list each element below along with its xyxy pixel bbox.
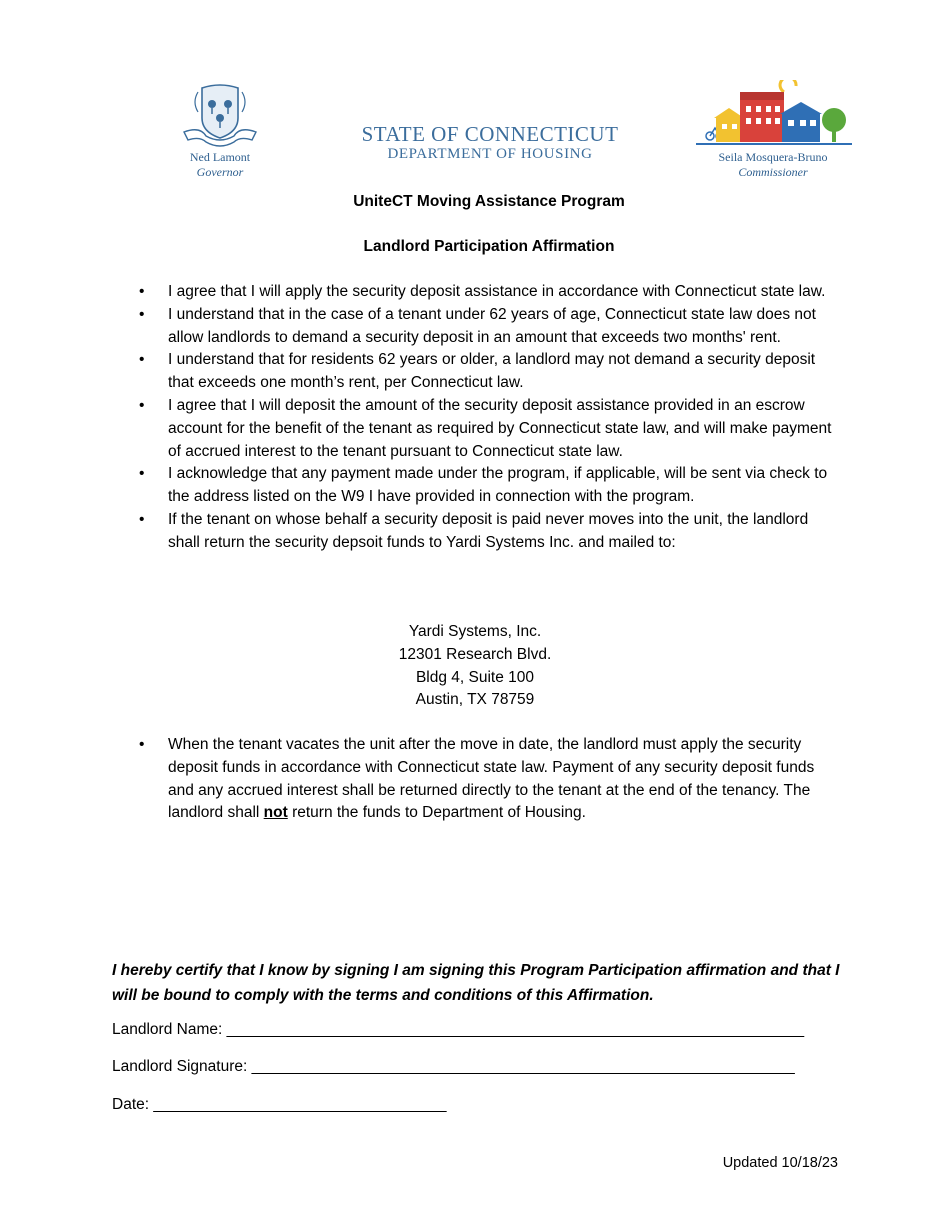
address-line: Austin, TX 78759 [415,691,535,709]
affirmation-item-final [135,734,835,825]
address-line: Yardi Systems, Inc. [408,623,542,640]
landlord-name-field[interactable] [112,1021,804,1039]
commissioner-block [693,150,853,180]
date-field[interactable] [112,1096,446,1114]
final-text-after: return the funds to Department of Housing. [287,804,586,822]
landlord-signature-line[interactable]: _______________________________________________________________ [251,1058,795,1075]
state-seal-icon [180,82,260,150]
program-title: UniteCT Moving Assistance Program [353,193,625,210]
affirmation-item: • I agree that I will apply the security deposit assistance in accordance with Connecticut state law. [135,281,835,304]
department-title: DEPARTMENT OF HOUSING [387,146,593,162]
date-line[interactable]: __________________________________ [153,1096,447,1113]
commissioner-name: Seila Mosquera-Bruno [718,150,828,164]
address-line: Bldg 4, Suite 100 [415,668,535,686]
affirmation-list-final [135,734,835,825]
affirmation-item: • I understand that in the case of a tenant under 62 years of age, Connecticut state law does not allow landlords to demand a security deposit in an amount that exceeds two months' rent. [135,304,835,350]
final-text-before: When the tenant vacates the unit after the move in date, the landlord must apply the security deposit funds in accordance with Connecticut state law. Payment of any security deposit funds and any accrued interest shall be returned directly to the tenant at the end of the tenancy. The landlord shall [168,736,815,822]
governor-name: Ned Lamont [189,150,251,164]
affirmation-item: • I understand that for residents 62 years or older, a landlord may not demand a security deposit that exceeds one month’s rent, per Connecticut law. [135,349,835,395]
mailing-address [300,621,650,712]
landlord-name-line[interactable]: ___________________________________________________________________ [226,1021,805,1038]
affirmation-item: • I acknowledge that any payment made under the program, if applicable, will be sent via check to the address listed on the W9 I have provided in connection with the program. [135,463,835,509]
state-title: STATE OF CONNECTICUT [361,122,619,146]
updated-date: Updated 10/18/23 [722,1155,838,1171]
governor-title: Governor [196,165,244,179]
landlord-signature-field[interactable] [112,1058,795,1076]
not-emphasis: not [263,804,288,822]
landlord-signature-label: Landlord Signature: [112,1058,252,1075]
affirmation-item: • I agree that I will deposit the amount of the security deposit assistance provided in an escrow account for the benefit of the tenant as required by Connecticut state law, and will make payment of accrued interest to the tenant pursuant to Connecticut state law. [135,395,835,463]
affirmation-item: • If the tenant on whose behalf a security deposit is paid never moves into the unit, the landlord shall return the security depsoit funds to Yardi Systems Inc. and mailed to: [135,509,835,555]
landlord-name-label: Landlord Name: [112,1021,227,1038]
certification-statement: I hereby certify that I know by signing I am signing this Program Participation affirmation and that I will be bound to comply with the terms and conditions of this Affirmation. [112,962,840,1004]
governor-block [160,150,280,180]
address-line: 12301 Research Blvd. [398,645,552,663]
document-title: Landlord Participation Affirmation [363,238,615,255]
affirmation-list [135,281,835,555]
commissioner-title: Commissioner [738,165,808,179]
date-label: Date: [112,1096,154,1113]
housing-logo-icon [696,80,852,148]
